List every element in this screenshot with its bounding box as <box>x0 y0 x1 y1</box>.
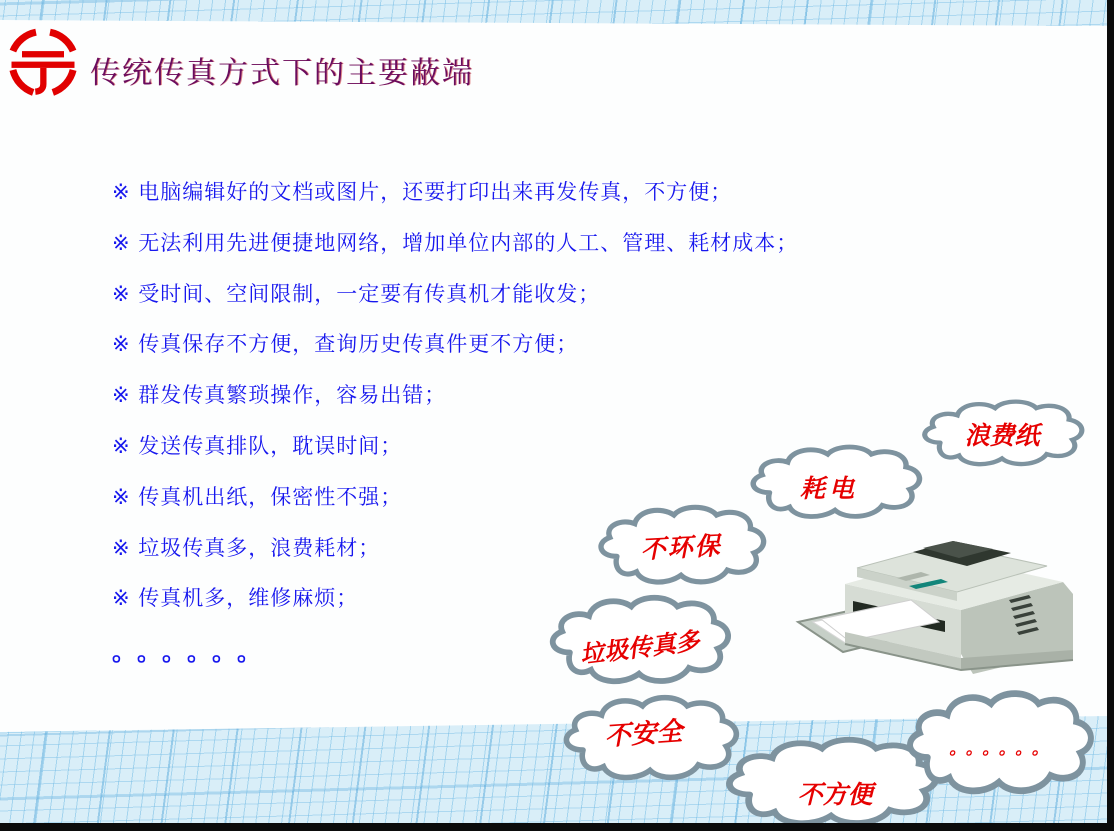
ellipsis-text: 。。。。。。 <box>112 638 274 666</box>
cloud-waste-paper <box>916 398 1088 470</box>
window-edge-right <box>1107 0 1114 831</box>
company-logo-icon <box>8 27 78 99</box>
bullet-item: ※ 传真机出纸，保密性不强； <box>112 484 403 509</box>
bullet-item: ※ 无法利用先进便捷地网络，增加单位内部的人工、管理、耗材成本； <box>112 230 799 255</box>
slide-title: 传统传真方式下的主要蔽端 <box>90 56 474 91</box>
cloud-label: 浪费纸 <box>964 421 1040 450</box>
cloud-label: 不安全 <box>603 716 684 752</box>
cloud-insecure <box>557 693 743 785</box>
grid-band-top <box>0 0 1107 28</box>
cloud-label: 不环保 <box>639 530 723 565</box>
cloud-label: 垃圾传真多 <box>578 626 702 669</box>
cloud-label: 。。。。。。 <box>949 738 1057 759</box>
bullet-item: ※ 发送传真排队，耽误时间； <box>112 433 403 458</box>
cloud-junk-fax <box>543 593 735 689</box>
bullet-item: ※ 传真机多，维修麻烦； <box>112 586 359 611</box>
bullet-item: ※ 传真保存不方便，查询历史传真件更不方便； <box>112 332 579 357</box>
bullet-item: ※ 垃圾传真多，浪费耗材； <box>112 535 381 560</box>
cloud-power-consumption <box>744 443 926 523</box>
cloud-ellipsis <box>900 688 1098 800</box>
window-edge-bottom <box>0 823 1114 831</box>
bullet-item: ※ 群发传真繁琐操作，容易出错； <box>112 383 447 408</box>
cloud-not-eco-friendly <box>592 503 770 589</box>
fax-printer-clipart <box>793 522 1083 694</box>
grid-pattern <box>0 0 1107 28</box>
cloud-label: 耗电 <box>799 474 858 503</box>
bullet-item: ※ 受时间、空间限制，一定要有传真机才能收发； <box>112 281 601 306</box>
bullet-item: ※ 电脑编辑好的文档或图片，还要打印出来再发传真，不方便； <box>112 180 733 204</box>
cloud-label: 不方便 <box>797 780 873 809</box>
